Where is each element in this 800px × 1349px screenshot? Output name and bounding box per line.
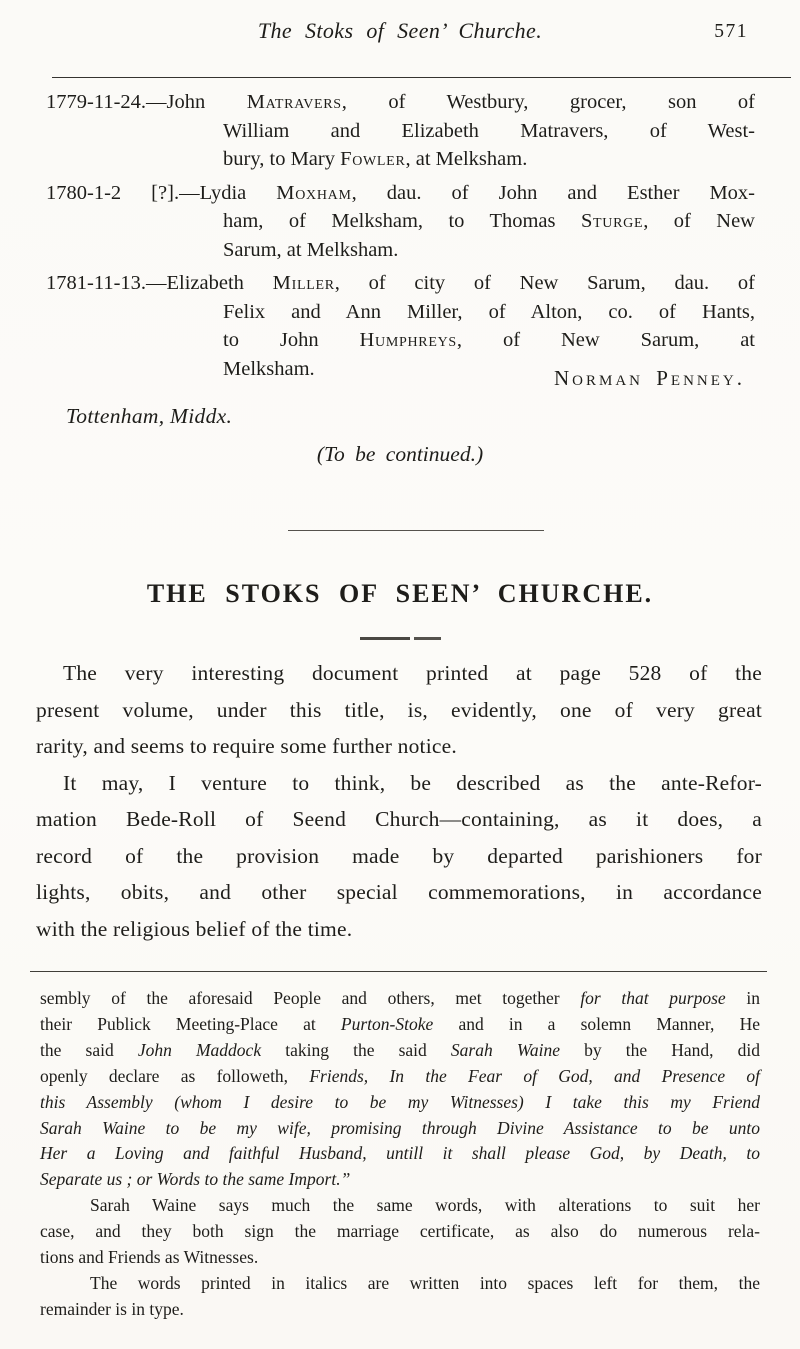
- body-line: It may, I venture to think, be described as the ante-Refor-: [63, 770, 762, 795]
- footnote-line: case, and they both sign the marriage certificate, as also do numerous rela-: [40, 1221, 760, 1242]
- footnote-line: The words printed in italics are written into spaces left for them, the: [90, 1272, 760, 1293]
- body-paragraph: [36, 765, 762, 948]
- body-paragraph: [36, 655, 762, 765]
- footnote-paragraph: [40, 1193, 760, 1271]
- section-divider: [288, 530, 544, 531]
- entry-line: Melksham.: [223, 357, 315, 380]
- footnote-line: their Publick Meeting-Place at Purton-Stoke and in a solemn Manner, He: [40, 1013, 761, 1034]
- entry-line: Felix and Ann Miller, of Alton, co. of Hants,: [223, 300, 755, 323]
- running-title: The Stoks of Seen’ Churche.: [257, 18, 543, 43]
- page-number: 571: [714, 21, 748, 42]
- body-line: present volume, under this title, is, evidently, one of very great: [36, 697, 762, 722]
- author-location: Tottenham, Middx.: [66, 404, 233, 428]
- footnote-line: Sarah Waine to be my wife, promising through Divine Assistance to be unto: [40, 1117, 760, 1138]
- footnote-line: the said John Maddock taking the said Sarah Waine by the Hand, did: [40, 1039, 760, 1060]
- ornament-dash-long: [360, 637, 410, 640]
- entry-line: 1780-1-2 [?].—Lydia Moxham, dau. of John and Esther Mox-: [46, 181, 756, 204]
- author-signature: Norman Penney.: [553, 366, 745, 390]
- body-line: lights, obits, and other special commemorations, in accordance: [36, 880, 762, 904]
- section-heading: THE STOKS OF SEEN’ CHURCHE.: [146, 579, 654, 608]
- entry-line: bury, to Mary Fowler, at Melksham.: [223, 148, 528, 170]
- entry-line: William and Elizabeth Matravers, of West-: [223, 119, 755, 142]
- continuation-note: (To be continued.): [316, 442, 484, 466]
- header-divider: [52, 77, 791, 78]
- footnote-line: Sarah Waine says much the same words, with alterations to suit her: [90, 1195, 760, 1216]
- marriage-entry: [46, 179, 755, 265]
- body-line: record of the provision made by departed parishioners for: [36, 843, 762, 868]
- footnote-line: this Assembly (whom I desire to be my Witnesses) I take this my Friend: [40, 1091, 760, 1112]
- footnote-paragraph: [40, 1271, 760, 1323]
- body-line: mation Bede-Roll of Seend Church—containing, as it does, a: [36, 807, 762, 831]
- ornament-dash-short: [414, 637, 441, 640]
- entry-line: ham, of Melksham, to Thomas Sturge, of New: [223, 210, 755, 232]
- body-line: rarity, and seems to require some further notice.: [36, 734, 457, 758]
- body-line: with the religious belief of the time.: [36, 916, 353, 941]
- footnote-divider: [30, 971, 767, 972]
- footnote-text: [40, 986, 760, 1323]
- footnote-line: tions and Friends as Witnesses.: [40, 1247, 259, 1268]
- entry-line: 1781-11-13.—Elizabeth Miller, of city of New Sarum, dau. of: [46, 272, 755, 294]
- footnote-line: openly declare as followeth, Friends, In the Fear of God, and Presence of: [40, 1065, 760, 1086]
- entry-line: to John Humphreys, of New Sarum, at: [223, 329, 755, 351]
- footnote-paragraph: [40, 986, 760, 1193]
- footnote-line: sembly of the aforesaid People and others, met together for that purpose in: [40, 988, 760, 1008]
- marriage-entries-list: [46, 88, 755, 388]
- footnote-line: remainder is in type.: [40, 1298, 184, 1319]
- page-header: [0, 18, 800, 50]
- entry-line: Sarum, at Melksham.: [223, 238, 399, 261]
- entry-line: 1779-11-24.—John Matravers, of Westbury, grocer, son of: [46, 91, 755, 113]
- body-line: The very interesting document printed at page 528 of the: [63, 661, 762, 685]
- article-body: [36, 655, 762, 947]
- marriage-entry: [46, 88, 755, 174]
- footnote-line: Her a Loving and faithful Husband, untill it shall please God, by Death, to: [40, 1143, 760, 1164]
- footnote-line: Separate us ; or Words to the same Import.”: [40, 1169, 351, 1190]
- heading-ornament-dashes: [0, 637, 800, 640]
